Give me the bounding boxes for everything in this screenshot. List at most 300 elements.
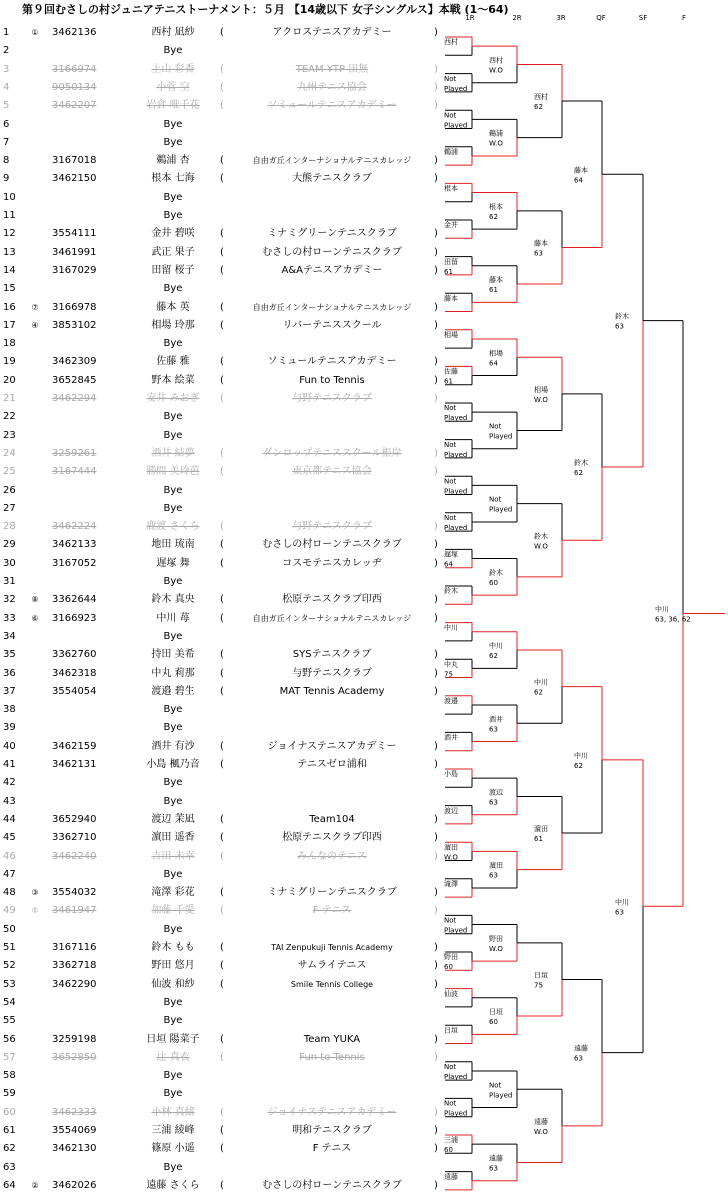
paren-close: ) bbox=[434, 539, 438, 551]
paren-close: ) bbox=[434, 1125, 438, 1136]
draw-number: 53 bbox=[3, 978, 16, 990]
club-name: MAT Tennis Academy bbox=[279, 685, 385, 697]
draw-number: 42 bbox=[3, 777, 16, 789]
draw-number: 36 bbox=[3, 667, 16, 679]
player-name: 加藤 千愛 bbox=[151, 905, 195, 917]
paren-close: ) bbox=[434, 1106, 438, 1118]
winner-label: 鈴木 bbox=[489, 568, 503, 577]
club-name: 自由ガ丘インターナショナルテニスカレッジ bbox=[252, 613, 412, 623]
player-id: 3362710 bbox=[52, 832, 97, 844]
club-name: アクロステニスアカデミー bbox=[272, 27, 392, 38]
player-id: 3362718 bbox=[52, 960, 97, 972]
winner-label: 相場 bbox=[444, 330, 458, 339]
winner-label: 遠藤 bbox=[489, 1154, 503, 1163]
player-id: 3259261 bbox=[52, 447, 97, 459]
winner-label: 根本 bbox=[489, 202, 503, 211]
winner-label: 濵田 bbox=[489, 861, 503, 870]
winner-label: 西村 bbox=[444, 38, 458, 47]
club-name: みんなのテニス bbox=[297, 850, 367, 862]
paren-open: ( bbox=[220, 612, 224, 624]
player-name: 小林 真緒 bbox=[151, 1106, 195, 1118]
player-name: Bye bbox=[163, 484, 183, 496]
draw-number: 62 bbox=[3, 1143, 16, 1155]
not-played-label: Not bbox=[444, 404, 457, 413]
player-id: 3652845 bbox=[52, 374, 97, 386]
draw-number: 12 bbox=[3, 228, 16, 240]
draw-number: 35 bbox=[3, 649, 16, 661]
draw-number: 61 bbox=[3, 1125, 16, 1136]
winner-label: 酒井 bbox=[444, 733, 458, 742]
player-name: Bye bbox=[163, 210, 183, 221]
draw-number: 6 bbox=[3, 118, 10, 130]
paren-open: ( bbox=[220, 100, 224, 112]
player-name: Bye bbox=[163, 502, 183, 514]
winner-label: 鈴木 bbox=[534, 532, 548, 541]
paren-close: ) bbox=[434, 850, 438, 862]
draw-number: 47 bbox=[3, 868, 16, 880]
player-id: 3362644 bbox=[52, 594, 97, 606]
score-label: 62 bbox=[489, 652, 498, 661]
paren-close: ) bbox=[434, 960, 438, 972]
club-name: 東京都テニス協会 bbox=[292, 466, 372, 478]
draw-number: 48 bbox=[3, 887, 16, 899]
player-name: Bye bbox=[163, 795, 183, 807]
draw-number: 56 bbox=[3, 1033, 16, 1045]
club-name: ミナミグリーンテニスクラブ bbox=[267, 887, 397, 899]
player-name: Bye bbox=[163, 1088, 183, 1100]
not-played-label: Not bbox=[444, 74, 457, 83]
paren-close: ) bbox=[434, 63, 438, 75]
paren-close: ) bbox=[434, 612, 438, 624]
score-label: W.O bbox=[489, 139, 503, 148]
draw-number: 14 bbox=[3, 264, 16, 276]
paren-close: ) bbox=[434, 246, 438, 258]
player-id: 3462294 bbox=[52, 393, 97, 404]
club-name: リバーテニススクール bbox=[282, 319, 382, 331]
player-name: 滝澤 彩花 bbox=[151, 887, 195, 899]
winner-label: 中丸 bbox=[444, 660, 458, 669]
score-label: 61 bbox=[444, 377, 453, 386]
player-name: 岩倉 唯千花 bbox=[146, 100, 200, 112]
player-name: 安井 みおぎ bbox=[146, 393, 200, 404]
player-name: 勝間 美玲芭 bbox=[146, 466, 200, 478]
score-label: 61 bbox=[534, 835, 543, 844]
draw-number: 40 bbox=[3, 740, 16, 752]
draw-number: 1 bbox=[3, 27, 10, 38]
draw-number: 15 bbox=[3, 283, 16, 295]
not-played-label: Not bbox=[489, 1081, 502, 1090]
paren-open: ( bbox=[220, 667, 224, 679]
paren-open: ( bbox=[220, 301, 224, 313]
player-name: 西村 凪紗 bbox=[151, 27, 195, 38]
player-name: 野本 絵菜 bbox=[151, 374, 195, 386]
club-name: 九州テニス協会 bbox=[297, 81, 367, 93]
winner-label: 三浦 bbox=[444, 1136, 458, 1145]
player-name: 中丸 莉那 bbox=[151, 667, 195, 679]
winner-label: 藤本 bbox=[574, 166, 588, 175]
paren-open: ( bbox=[220, 173, 224, 185]
score-label: 63 bbox=[615, 908, 624, 917]
club-name: ソミュールテニスアカデミー bbox=[267, 100, 397, 112]
paren-close: ) bbox=[434, 1033, 438, 1045]
player-id: 3554032 bbox=[52, 887, 97, 899]
winner-label: 佐藤 bbox=[444, 367, 458, 376]
player-id: 3462290 bbox=[52, 978, 97, 990]
seed-mark: ⑥ bbox=[31, 613, 39, 623]
draw-number: 4 bbox=[3, 81, 10, 93]
winner-label: 藤本 bbox=[534, 239, 548, 248]
paren-close: ) bbox=[434, 649, 438, 661]
paren-close: ) bbox=[434, 832, 438, 844]
draw-number: 39 bbox=[3, 722, 16, 734]
paren-open: ( bbox=[220, 539, 224, 551]
draw-number: 51 bbox=[3, 942, 16, 953]
club-name: テニスゼロ浦和 bbox=[297, 759, 367, 770]
player-id: 3166974 bbox=[52, 63, 97, 75]
player-id: 3554054 bbox=[52, 685, 97, 697]
player-name: 濵田 遥香 bbox=[151, 832, 195, 844]
paren-close: ) bbox=[434, 466, 438, 478]
player-id: 9050134 bbox=[52, 81, 97, 93]
draw-number: 27 bbox=[3, 502, 16, 514]
paren-open: ( bbox=[220, 557, 224, 569]
score-label: 63 bbox=[574, 1054, 583, 1063]
club-name: 与野テニスクラブ bbox=[292, 393, 372, 404]
player-name: 野田 悠月 bbox=[151, 960, 195, 972]
club-name: Team104 bbox=[309, 813, 355, 825]
winner-label: 鵜浦 bbox=[444, 147, 458, 156]
score-label: 60 bbox=[489, 1018, 498, 1027]
not-played-label: Not bbox=[489, 495, 502, 504]
score-label: 62 bbox=[574, 761, 583, 770]
player-name: 渡辺 茉凪 bbox=[151, 813, 195, 825]
club-name: TAI Zenpukuji Tennis Academy bbox=[271, 943, 393, 952]
paren-open: ( bbox=[220, 850, 224, 862]
draw-number: 22 bbox=[3, 411, 16, 423]
score-label: 63 bbox=[489, 1164, 498, 1173]
player-name: 相場 玲那 bbox=[151, 319, 195, 331]
winner-label: 渡辺 bbox=[489, 788, 503, 797]
paren-close: ) bbox=[434, 393, 438, 404]
score-label: 64 bbox=[574, 176, 583, 185]
paren-open: ( bbox=[220, 1143, 224, 1155]
draw-number: 57 bbox=[3, 1051, 16, 1063]
winner-label: 遅塚 bbox=[444, 550, 458, 559]
player-name: Bye bbox=[163, 722, 183, 734]
paren-open: ( bbox=[220, 1179, 224, 1191]
paren-open: ( bbox=[220, 319, 224, 331]
club-name: ジョイナステニスアカデミー bbox=[267, 1106, 397, 1118]
club-name: むさしの村ローンテニスクラブ bbox=[262, 1179, 402, 1191]
player-id: 3167029 bbox=[52, 264, 97, 276]
winner-label: 相場 bbox=[534, 385, 548, 394]
paren-close: ) bbox=[434, 1179, 438, 1191]
score-label: 63 bbox=[489, 798, 498, 807]
paren-open: ( bbox=[220, 740, 224, 752]
round-header: QF bbox=[596, 14, 606, 22]
player-name: Bye bbox=[163, 338, 183, 350]
club-name: 自由ガ丘インターナショナルテニスカレッジ bbox=[252, 302, 412, 312]
player-name: 鹿渡 さくら bbox=[146, 521, 200, 533]
draw-number: 26 bbox=[3, 484, 16, 496]
player-name: 上山 彩香 bbox=[151, 63, 195, 75]
player-name: Bye bbox=[163, 136, 183, 148]
paren-close: ) bbox=[434, 905, 438, 917]
paren-open: ( bbox=[220, 356, 224, 368]
draw-number: 55 bbox=[3, 1015, 16, 1027]
not-played-label: Not bbox=[489, 422, 502, 431]
draw-number: 25 bbox=[3, 466, 16, 478]
winner-label: 田留 bbox=[444, 257, 458, 266]
draw-number: 32 bbox=[3, 594, 16, 606]
paren-open: ( bbox=[220, 63, 224, 75]
winner-label: 遠藤 bbox=[534, 1117, 548, 1126]
score-label: W.O bbox=[444, 853, 458, 862]
draw-number: 13 bbox=[3, 246, 16, 258]
player-name: 辻 真衣 bbox=[156, 1051, 190, 1063]
winner-label: 野田 bbox=[489, 934, 503, 943]
score-label: 63 bbox=[615, 322, 624, 331]
draw-number: 41 bbox=[3, 759, 16, 770]
round-header: 2R bbox=[512, 14, 522, 22]
player-name: 小島 楓乃音 bbox=[146, 759, 200, 770]
not-played-label: Not bbox=[444, 513, 457, 522]
seed-mark: ⑧ bbox=[31, 595, 39, 605]
winner-label: 中川 bbox=[655, 605, 669, 614]
player-name: 金井 碧咲 bbox=[151, 228, 195, 240]
player-id: 3554111 bbox=[52, 228, 97, 240]
player-name: Bye bbox=[163, 1070, 183, 1082]
draw-number: 28 bbox=[3, 521, 16, 533]
club-name: ダンロップテニススクール根岸 bbox=[262, 447, 402, 459]
paren-open: ( bbox=[220, 27, 224, 38]
not-played-label: Played bbox=[444, 121, 468, 130]
paren-close: ) bbox=[434, 356, 438, 368]
player-name: Bye bbox=[163, 923, 183, 935]
score-label: 60 bbox=[489, 578, 498, 587]
draw-number: 5 bbox=[3, 100, 10, 112]
paren-open: ( bbox=[220, 813, 224, 825]
paren-open: ( bbox=[220, 905, 224, 917]
player-name: Bye bbox=[163, 411, 183, 423]
paren-open: ( bbox=[220, 81, 224, 93]
paren-close: ) bbox=[434, 667, 438, 679]
player-name: 渡邉 碧生 bbox=[151, 685, 195, 697]
draw-number: 49 bbox=[3, 905, 16, 917]
player-id: 3461947 bbox=[52, 905, 97, 917]
player-id: 3462309 bbox=[52, 356, 97, 368]
winner-label: 金井 bbox=[444, 221, 458, 230]
winner-label: 中川 bbox=[489, 642, 503, 651]
not-played-label: Played bbox=[444, 414, 468, 423]
player-name: Bye bbox=[163, 283, 183, 295]
player-name: Bye bbox=[163, 777, 183, 789]
player-name: 三浦 綾峰 bbox=[151, 1125, 195, 1136]
seed-mark: ③ bbox=[31, 888, 39, 898]
draw-number: 43 bbox=[3, 795, 16, 807]
seed-mark: ② bbox=[31, 1180, 39, 1190]
paren-close: ) bbox=[434, 813, 438, 825]
player-name: 吉田 未幸 bbox=[151, 850, 195, 862]
winner-label: 相場 bbox=[489, 349, 503, 358]
club-name: SYSテニスクラブ bbox=[292, 649, 372, 661]
seed-mark: ④ bbox=[31, 320, 39, 330]
club-name: A&Aテニスアカデミー bbox=[281, 264, 383, 276]
score-label: 61 bbox=[489, 286, 498, 295]
winner-label: 濵田 bbox=[444, 843, 458, 852]
club-name: F テニス bbox=[312, 1143, 352, 1155]
player-name: Bye bbox=[163, 429, 183, 441]
draw-number: 45 bbox=[3, 832, 16, 844]
paren-open: ( bbox=[220, 246, 224, 258]
player-name: 日垣 陽菜子 bbox=[146, 1033, 200, 1045]
paren-close: ) bbox=[434, 942, 438, 953]
paren-close: ) bbox=[434, 557, 438, 569]
player-name: 中川 苺 bbox=[156, 612, 190, 624]
draw-number: 63 bbox=[3, 1161, 16, 1173]
player-id: 3167052 bbox=[52, 557, 97, 569]
player-id: 3462136 bbox=[52, 27, 97, 38]
draw-number: 52 bbox=[3, 960, 16, 972]
club-name: 与野テニスクラブ bbox=[292, 667, 372, 679]
paren-close: ) bbox=[434, 594, 438, 606]
seed-mark: ⑦ bbox=[31, 302, 39, 312]
club-name: むさしの村ローンテニスクラブ bbox=[262, 539, 402, 551]
player-name: Bye bbox=[163, 576, 183, 587]
player-name: 遅塚 舞 bbox=[156, 557, 190, 569]
not-played-label: Played bbox=[444, 523, 468, 532]
draw-number: 34 bbox=[3, 630, 16, 642]
club-name: 大熊テニスクラブ bbox=[292, 173, 372, 185]
draw-number: 11 bbox=[3, 210, 16, 221]
player-id: 3259198 bbox=[52, 1033, 97, 1045]
not-played-label: Not bbox=[444, 1099, 457, 1108]
player-id: 3462130 bbox=[52, 1143, 97, 1155]
player-id: 3362760 bbox=[52, 649, 97, 661]
round-header: 3R bbox=[556, 14, 566, 22]
club-name: Fun to Tennis bbox=[299, 1051, 365, 1063]
draw-number: 58 bbox=[3, 1070, 16, 1082]
draw-number: 54 bbox=[3, 996, 16, 1008]
club-name: TEAM YTP 田無 bbox=[295, 63, 369, 75]
winner-label: 根本 bbox=[444, 184, 458, 193]
winner-label: 日垣 bbox=[534, 971, 548, 980]
paren-open: ( bbox=[220, 1125, 224, 1136]
winner-label: 日垣 bbox=[444, 1026, 458, 1035]
paren-close: ) bbox=[434, 740, 438, 752]
player-id: 3167018 bbox=[52, 155, 97, 167]
draw-number: 7 bbox=[3, 136, 10, 148]
player-name: 武正 果子 bbox=[151, 246, 195, 258]
score-label: 60 bbox=[444, 1146, 453, 1155]
score-label: 75 bbox=[534, 981, 543, 990]
winner-label: 渡辺 bbox=[444, 806, 458, 815]
score-label: W.O bbox=[534, 1127, 548, 1136]
paren-open: ( bbox=[220, 264, 224, 276]
club-name: F テニス bbox=[312, 905, 352, 917]
club-name: 松原テニスクラブ印西 bbox=[282, 832, 382, 844]
paren-close: ) bbox=[434, 759, 438, 770]
paren-close: ) bbox=[434, 264, 438, 276]
winner-label: 中川 bbox=[615, 898, 629, 907]
draw-number: 64 bbox=[3, 1179, 16, 1191]
player-id: 3462333 bbox=[52, 1106, 97, 1118]
winner-label: 酒井 bbox=[489, 715, 503, 724]
score-label: W.O bbox=[534, 395, 548, 404]
draw-number: 44 bbox=[3, 813, 16, 825]
winner-label: 渡邉 bbox=[444, 696, 458, 705]
player-id: 3462150 bbox=[52, 173, 97, 185]
paren-open: ( bbox=[220, 1106, 224, 1118]
player-id: 3462159 bbox=[52, 740, 97, 752]
winner-label: 日垣 bbox=[489, 1008, 503, 1017]
winner-label: 中川 bbox=[534, 678, 548, 687]
winner-label: 小島 bbox=[444, 770, 458, 779]
player-name: Bye bbox=[163, 1015, 183, 1027]
paren-open: ( bbox=[220, 832, 224, 844]
club-name: むさしの村ローンテニスクラブ bbox=[262, 246, 402, 258]
player-id: 3652940 bbox=[52, 813, 97, 825]
winner-label: 藤本 bbox=[489, 276, 503, 285]
player-name: 地田 琉南 bbox=[151, 539, 195, 551]
not-played-label: Played bbox=[489, 1091, 513, 1100]
score-label: 62 bbox=[574, 469, 583, 478]
player-name: Bye bbox=[163, 1161, 183, 1173]
player-name: 酒井 結夢 bbox=[151, 447, 195, 459]
not-played-label: Played bbox=[444, 450, 468, 459]
draw-number: 2 bbox=[3, 45, 10, 57]
player-name: Bye bbox=[163, 45, 183, 57]
player-name: Bye bbox=[163, 704, 183, 716]
paren-open: ( bbox=[220, 393, 224, 404]
winner-label: 中川 bbox=[444, 623, 458, 632]
player-name: 鵜浦 杏 bbox=[156, 155, 190, 167]
score-label: 62 bbox=[534, 103, 543, 112]
player-name: Bye bbox=[163, 630, 183, 642]
player-name: Bye bbox=[163, 996, 183, 1008]
winner-label: 鈴木 bbox=[574, 459, 588, 468]
player-name: 篠原 小遥 bbox=[151, 1143, 195, 1155]
paren-open: ( bbox=[220, 374, 224, 386]
winner-label: 野田 bbox=[444, 953, 458, 962]
paren-close: ) bbox=[434, 228, 438, 240]
player-name: 根本 七海 bbox=[151, 173, 195, 185]
score-label: W.O bbox=[534, 542, 548, 551]
draw-number: 60 bbox=[3, 1106, 16, 1118]
score-label: 62 bbox=[534, 688, 543, 697]
club-name: 与野テニスクラブ bbox=[292, 521, 372, 533]
not-played-label: Not bbox=[444, 111, 457, 120]
score-label: 63 bbox=[489, 871, 498, 880]
paren-close: ) bbox=[434, 521, 438, 533]
winner-label: 藤本 bbox=[444, 294, 458, 303]
winner-label: 鈴木 bbox=[444, 587, 458, 596]
player-name: Bye bbox=[163, 118, 183, 130]
score-label: 63, 36, 62 bbox=[655, 615, 691, 624]
score-label: W.O bbox=[489, 944, 503, 953]
draw-number: 16 bbox=[3, 301, 16, 313]
paren-close: ) bbox=[434, 447, 438, 459]
draw-number: 33 bbox=[3, 612, 16, 624]
club-name: コスモテニスカレッヂ bbox=[282, 557, 382, 569]
draw-number: 3 bbox=[3, 63, 10, 75]
seed-mark: ① bbox=[31, 28, 39, 37]
score-label: 61 bbox=[444, 267, 453, 276]
paren-close: ) bbox=[434, 1051, 438, 1063]
paren-close: ) bbox=[434, 301, 438, 313]
player-id: 3462131 bbox=[52, 759, 97, 770]
paren-close: ) bbox=[434, 887, 438, 899]
